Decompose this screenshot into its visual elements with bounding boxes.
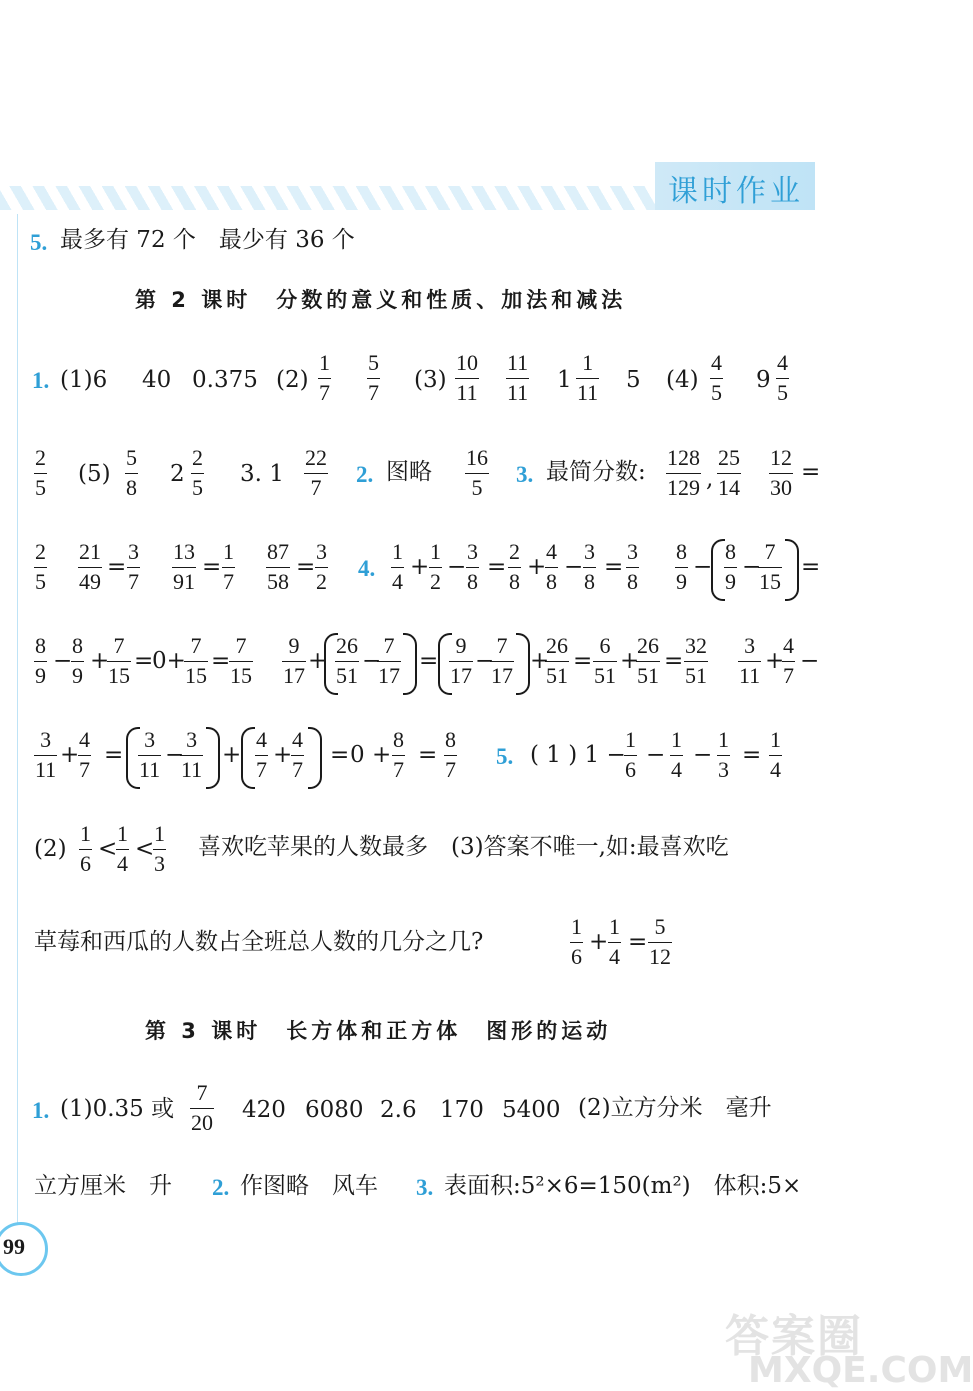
- fraction: 8 7: [445, 727, 456, 782]
- fraction: 32 51: [685, 633, 707, 688]
- section-2-title: 第 2 课时 分数的意义和性质、加法和减法: [135, 288, 627, 312]
- eq: =: [664, 648, 684, 674]
- fraction: 87 58: [267, 539, 289, 594]
- l1-5: 5: [626, 367, 641, 393]
- l8-26: 2.6: [380, 1097, 417, 1123]
- l8-6080: 6080: [305, 1097, 364, 1123]
- fraction: 2 8: [509, 539, 520, 594]
- eq: =: [104, 742, 124, 768]
- plus: +: [60, 742, 80, 768]
- page-number: 99: [3, 1234, 25, 1259]
- plus: +: [273, 742, 293, 768]
- left-paren: [241, 727, 255, 789]
- watermark-logo: 答案圈: [725, 1311, 863, 1362]
- plus: +: [90, 648, 110, 674]
- l1-p3: (3): [414, 367, 447, 393]
- minus: −: [362, 648, 382, 674]
- eq: =: [801, 554, 821, 580]
- fraction: 128 129: [667, 445, 700, 500]
- right-paren: [516, 633, 530, 695]
- watermark-url: MXQE.COM: [748, 1350, 973, 1391]
- fraction: 1 3: [718, 727, 729, 782]
- right-paren: [403, 633, 417, 695]
- eq: =: [296, 554, 316, 580]
- plus: +: [530, 648, 550, 674]
- header-stripe: [0, 186, 660, 210]
- eq: =: [487, 554, 507, 580]
- l2-whole-2: 2: [170, 461, 185, 487]
- fraction: 7 15: [108, 633, 130, 688]
- fraction: 1 6: [625, 727, 636, 782]
- l9-q3: 3.: [416, 1175, 434, 1200]
- l2-31: 3. 1: [240, 461, 284, 487]
- l9-t3: 表面积:5²×6=150(m²) 体积:5×: [444, 1173, 802, 1199]
- fraction: 1 7: [319, 350, 330, 405]
- fraction: 7 15: [230, 633, 252, 688]
- l9-t2: 作图略 风车: [240, 1173, 378, 1199]
- l7-text: 草莓和西瓜的人数占全班总人数的几分之几?: [34, 929, 484, 955]
- fraction: 12 30: [770, 445, 792, 500]
- fraction: 3 2: [316, 539, 327, 594]
- plus: +: [308, 648, 328, 674]
- minus: −: [53, 648, 73, 674]
- fraction: 4 5: [777, 350, 788, 405]
- eq: =: [742, 742, 762, 768]
- fraction: 3 8: [584, 539, 595, 594]
- l2-p5: (5): [78, 461, 111, 487]
- fraction: 8 9: [676, 539, 687, 594]
- l2-q2: 2.: [356, 462, 374, 487]
- fraction: 16 5: [466, 445, 488, 500]
- fraction: 2 5: [35, 539, 46, 594]
- fraction: 1 6: [80, 821, 91, 876]
- fraction: 1 11: [577, 350, 599, 405]
- fraction: 3 11: [139, 727, 161, 782]
- fraction: 9 17: [450, 633, 472, 688]
- l8-q1: 1.: [32, 1098, 50, 1123]
- lt: <: [98, 836, 118, 862]
- fraction: 8 9: [72, 633, 83, 688]
- fraction: 5 8: [126, 445, 137, 500]
- l9-q2: 2.: [212, 1175, 230, 1200]
- q5-number: 5.: [30, 230, 48, 255]
- l8-p2: (2)立方分米 毫升: [578, 1095, 772, 1121]
- l5-q5: 5.: [496, 744, 514, 769]
- plus: +: [222, 742, 242, 768]
- fraction: 1 4: [117, 821, 128, 876]
- fraction: 5 12: [649, 914, 671, 969]
- l1-p4: (4): [666, 367, 699, 393]
- fraction: 4 8: [546, 539, 557, 594]
- plus: +: [589, 929, 609, 955]
- fraction: 11 11: [507, 350, 529, 405]
- fraction: 3 8: [467, 539, 478, 594]
- l1-whole-9: 9: [756, 367, 771, 393]
- header-title: 课时作业: [668, 174, 804, 209]
- fraction: 4 7: [292, 727, 303, 782]
- l1-whole-1: 1: [557, 367, 572, 393]
- eq: =: [134, 648, 154, 674]
- fraction: 1 2: [430, 539, 441, 594]
- fraction: 7 20: [191, 1080, 213, 1135]
- section-3-title: 第 3 课时 长方体和正方体 图形的运动: [145, 1019, 612, 1043]
- eq: =: [202, 554, 222, 580]
- l1-0375: 0.375: [192, 367, 258, 393]
- l2-comma: ,: [706, 466, 714, 492]
- fraction: 8 9: [35, 633, 46, 688]
- fraction: 2 5: [192, 445, 203, 500]
- fraction: 4 7: [783, 633, 794, 688]
- q5-text: 最多有 72 个 最少有 36 个: [60, 227, 355, 253]
- minus: −: [475, 648, 495, 674]
- fraction: 26 51: [637, 633, 659, 688]
- minus: −: [564, 554, 584, 580]
- zero-plus: 0 +: [350, 742, 392, 768]
- fraction: 1 7: [223, 539, 234, 594]
- l6-p2: (2): [34, 836, 67, 862]
- fraction: 4 7: [256, 727, 267, 782]
- fraction: 1 4: [671, 727, 682, 782]
- fraction: 4 7: [79, 727, 90, 782]
- fraction: 3 11: [181, 727, 203, 782]
- l2-t3: 最简分数:: [546, 459, 646, 485]
- l1-p2: (2): [276, 367, 309, 393]
- plus: +: [410, 554, 430, 580]
- l8-5400: 5400: [502, 1097, 561, 1123]
- fraction: 3 7: [128, 539, 139, 594]
- eq: =: [573, 648, 593, 674]
- fraction: 21 49: [79, 539, 101, 594]
- fraction: 1 3: [154, 821, 165, 876]
- fraction: 6 51: [594, 633, 616, 688]
- fraction: 1 4: [392, 539, 403, 594]
- fraction: 1 4: [609, 914, 620, 969]
- l2-q3: 3.: [516, 462, 534, 487]
- eq: =: [628, 929, 648, 955]
- eq: =: [330, 742, 350, 768]
- right-paren: [206, 727, 220, 789]
- minus: −: [165, 742, 185, 768]
- left-paren: [711, 539, 725, 601]
- l1-40: 40: [142, 367, 172, 393]
- minus: −: [693, 742, 713, 768]
- plus: +: [620, 648, 640, 674]
- lt: <: [135, 836, 155, 862]
- l8-420: 420: [242, 1097, 286, 1123]
- fraction: 2 5: [35, 445, 46, 500]
- fraction: 3 11: [35, 727, 57, 782]
- l5-p1: ( 1 ) 1 −: [530, 742, 626, 768]
- l3-q4: 4.: [358, 556, 376, 581]
- fraction: 22 7: [305, 445, 327, 500]
- fraction: 8 7: [393, 727, 404, 782]
- fraction: 8 9: [725, 539, 736, 594]
- minus: −: [447, 554, 467, 580]
- eq: =: [211, 648, 231, 674]
- fraction: 1 6: [571, 914, 582, 969]
- eq: =: [107, 554, 127, 580]
- fraction: 25 14: [718, 445, 740, 500]
- plus: +: [765, 648, 785, 674]
- fraction: 26 51: [336, 633, 358, 688]
- l1-p1: (1)6: [60, 367, 108, 393]
- l8-170: 170: [440, 1097, 484, 1123]
- zero-plus: 0+: [152, 648, 186, 674]
- minus: −: [693, 554, 713, 580]
- fraction: 7 17: [378, 633, 400, 688]
- fraction: 3 11: [739, 633, 761, 688]
- l9-t1: 立方厘米 升: [34, 1173, 172, 1199]
- fraction: 9 17: [283, 633, 305, 688]
- fraction: 3 8: [627, 539, 638, 594]
- fraction: 5 7: [368, 350, 379, 405]
- eq: =: [418, 742, 438, 768]
- fraction: 10 11: [456, 350, 478, 405]
- fraction: 7 15: [185, 633, 207, 688]
- right-paren: [308, 727, 322, 789]
- minus: −: [742, 554, 762, 580]
- right-paren: [785, 539, 799, 601]
- l2-eq: =: [801, 459, 821, 485]
- minus: −: [646, 742, 666, 768]
- l2-t2: 图略: [386, 459, 432, 485]
- fraction: 26 51: [546, 633, 568, 688]
- plus: +: [527, 554, 547, 580]
- l6-text: 喜欢吃苹果的人数最多 (3)答案不唯一,如:最喜欢吃: [198, 834, 729, 860]
- fraction: 1 4: [770, 727, 781, 782]
- fraction: 7 17: [491, 633, 513, 688]
- minus: −: [800, 648, 820, 674]
- l1-q1: 1.: [32, 368, 50, 393]
- fraction: 4 5: [711, 350, 722, 405]
- margin-line: [17, 214, 18, 1224]
- eq: =: [419, 648, 439, 674]
- l8-p1: (1)0.35 或: [60, 1096, 175, 1122]
- fraction: 13 91: [173, 539, 195, 594]
- eq: =: [604, 554, 624, 580]
- fraction: 7 15: [759, 539, 781, 594]
